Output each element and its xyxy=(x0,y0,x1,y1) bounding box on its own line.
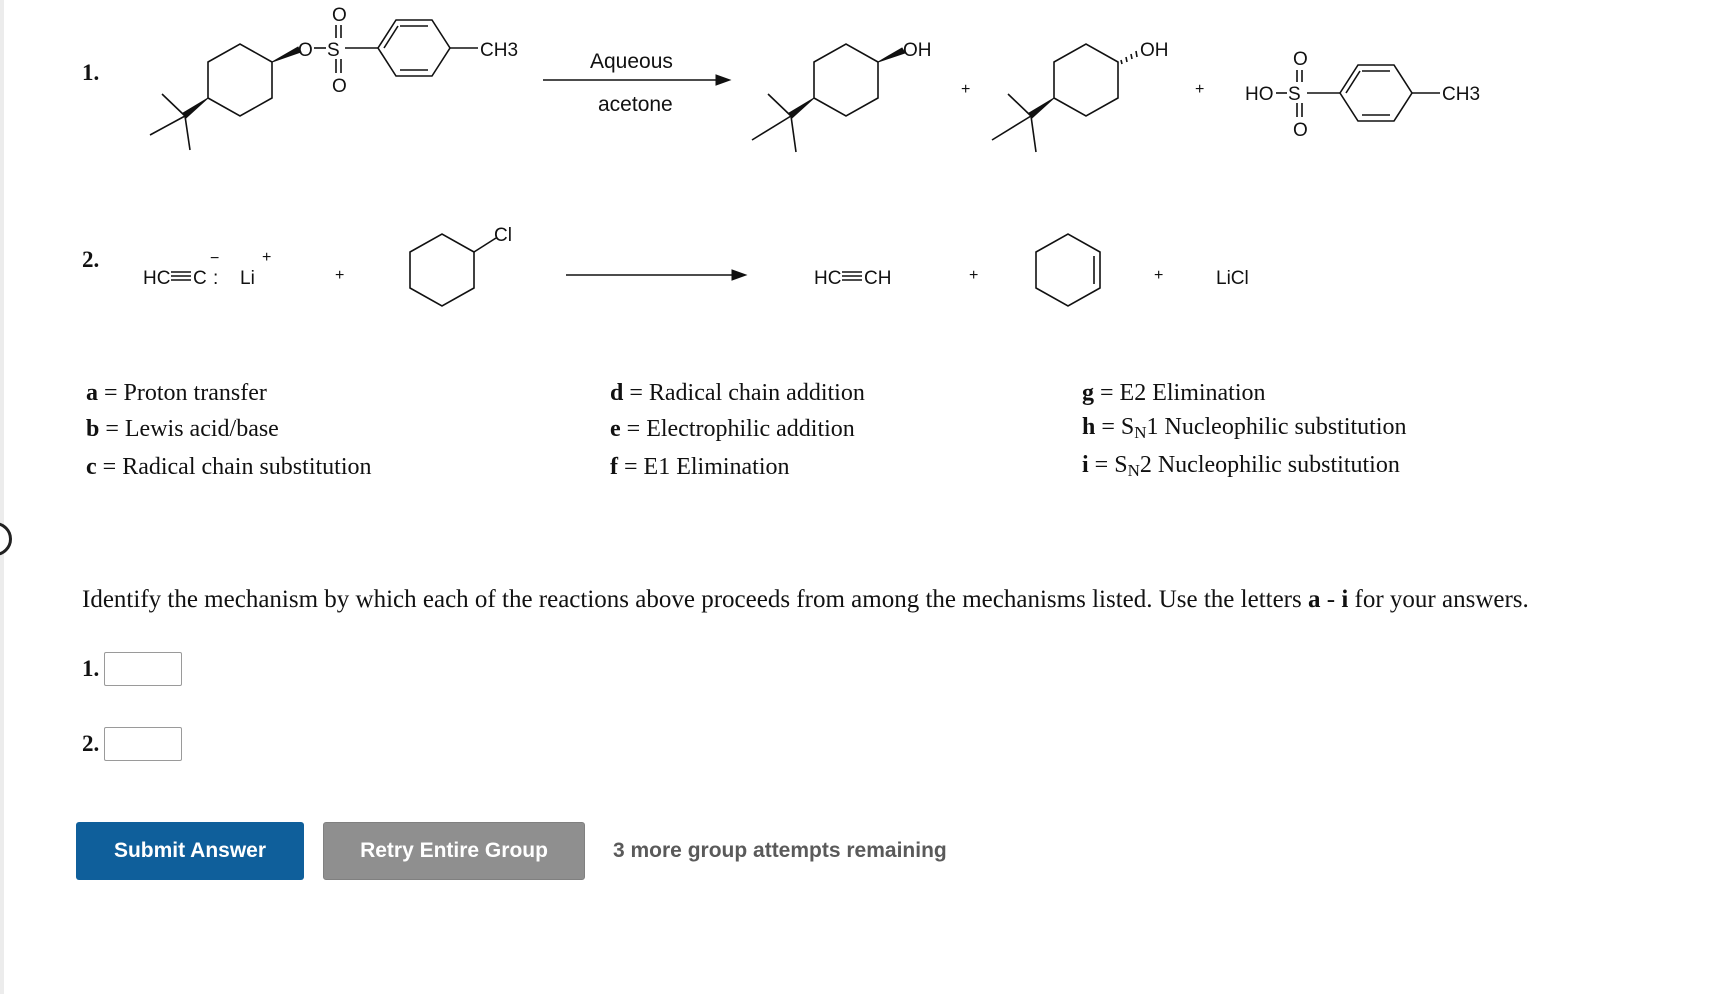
reaction-scheme xyxy=(0,0,1718,340)
mechanism-c-letter: c xyxy=(86,454,97,480)
plus-sign-2: + xyxy=(1195,81,1205,98)
answer-1-input[interactable] xyxy=(104,652,182,686)
mechanism-e-letter: e xyxy=(610,416,621,442)
plus-sign-4: + xyxy=(969,267,979,284)
mechanism-b-text: = Lewis acid/base xyxy=(105,416,279,442)
instruction-range-start: a xyxy=(1308,586,1321,613)
mechanism-h-rest: 1 Nucleophilic substitution xyxy=(1146,414,1407,440)
substrate-chlorocyclohexane xyxy=(410,225,512,306)
mechanism-e-text: = Electrophilic addition xyxy=(626,416,855,442)
mechanism-h-letter: h xyxy=(1082,414,1096,440)
product-2-hydroxyl: OH xyxy=(1140,40,1169,61)
product-2-alcohol xyxy=(992,40,1169,152)
product-1-alcohol xyxy=(752,40,932,152)
reaction-1-arrow xyxy=(543,50,730,116)
byproduct-methyl: CH3 xyxy=(1442,84,1481,105)
answer-1-label: 1. xyxy=(82,656,100,681)
reactant-1-tosylate xyxy=(150,5,518,150)
reagent-minus-charge: − xyxy=(210,250,220,267)
product-acetylene xyxy=(814,268,891,289)
product-alkyne-hc: HC xyxy=(814,268,842,289)
mechanism-g-letter: g xyxy=(1082,380,1094,406)
plus-sign-3: + xyxy=(335,267,345,284)
reaction-2-arrow xyxy=(566,270,746,280)
mechanism-i-text: = S xyxy=(1094,452,1128,478)
instruction-text xyxy=(82,586,1529,614)
byproduct-oxo-top: O xyxy=(1293,49,1308,70)
mechanism-h-text: = S xyxy=(1101,414,1135,440)
mechanism-i-rest: 2 Nucleophilic substitution xyxy=(1139,452,1400,478)
mechanism-b-letter: b xyxy=(86,416,100,442)
mechanism-f-text: = E1 Elimination xyxy=(624,454,790,480)
mechanism-b xyxy=(86,416,279,443)
byproduct-tosic-acid xyxy=(1245,49,1480,141)
byproduct-hydroxy: HO xyxy=(1245,84,1274,105)
reagent-alkyne-hc: HC xyxy=(143,268,171,289)
mechanism-a xyxy=(86,380,267,407)
reagent-lone-pair: : xyxy=(213,268,219,289)
instruction-body: Identify the mechanism by which each of the reactions above proceeds from among the mechanisms listed. Use the letters xyxy=(82,586,1308,613)
instruction-suffix: for your answers. xyxy=(1348,586,1529,613)
reactant-1-oxo-top: O xyxy=(332,5,347,26)
mechanism-g xyxy=(1082,380,1266,407)
nav-circle-control[interactable] xyxy=(0,522,12,556)
retry-entire-group-button[interactable]: Retry Entire Group xyxy=(323,822,585,880)
reaction-2-number: 2. xyxy=(82,247,100,272)
attempts-remaining-text: 3 more group attempts remaining xyxy=(613,839,947,862)
plus-sign-1: + xyxy=(961,81,971,98)
plus-sign-5: + xyxy=(1154,267,1164,284)
reactant-1-methyl: CH3 xyxy=(480,40,519,61)
product-cyclohexene xyxy=(1036,234,1100,306)
instruction-range-end: i xyxy=(1341,586,1349,613)
mechanism-e xyxy=(610,416,855,443)
reagent-lithium-acetylide xyxy=(143,249,271,289)
mechanism-g-text: = E2 Elimination xyxy=(1100,380,1266,406)
reactant-1-sulfur: S xyxy=(327,40,340,61)
product-lithium-chloride: LiCl xyxy=(1216,268,1249,289)
product-alkyne-ch: CH xyxy=(864,268,892,289)
byproduct-oxo-bottom: O xyxy=(1293,120,1308,141)
mechanism-i-letter: i xyxy=(1082,452,1089,478)
condition-line-2: acetone xyxy=(598,93,673,116)
byproduct-sulfur: S xyxy=(1288,84,1301,105)
condition-line-1: Aqueous xyxy=(590,50,673,73)
submit-answer-button[interactable]: Submit Answer xyxy=(76,822,304,880)
mechanism-d xyxy=(610,380,865,407)
mechanism-c-text: = Radical chain substitution xyxy=(102,454,372,480)
mechanism-i xyxy=(1082,452,1400,481)
reagent-lithium: Li xyxy=(240,268,255,289)
mechanism-h xyxy=(1082,414,1407,443)
mechanism-h-subscript: N xyxy=(1134,423,1147,442)
mechanism-a-text: = Proton transfer xyxy=(104,380,267,406)
mechanism-d-letter: d xyxy=(610,380,624,406)
mechanism-a-letter: a xyxy=(86,380,98,406)
reaction-1-number: 1. xyxy=(82,60,100,85)
substrate-chlorine: Cl xyxy=(494,225,512,246)
mechanism-c xyxy=(86,454,371,481)
instruction-range-separator: - xyxy=(1320,586,1342,613)
reactant-1-oxo-bottom: O xyxy=(332,76,347,97)
mechanism-f xyxy=(610,454,790,481)
answer-2-label: 2. xyxy=(82,731,100,756)
mechanism-f-letter: f xyxy=(610,454,618,480)
reagent-plus-charge: + xyxy=(262,249,272,266)
reactant-1-ester-oxygen: O xyxy=(298,40,313,61)
product-1-hydroxyl: OH xyxy=(903,40,932,61)
mechanism-d-text: = Radical chain addition xyxy=(629,380,865,406)
mechanism-i-subscript: N xyxy=(1127,461,1140,480)
answer-2-input[interactable] xyxy=(104,727,182,761)
reagent-carbanion: C xyxy=(193,268,207,289)
